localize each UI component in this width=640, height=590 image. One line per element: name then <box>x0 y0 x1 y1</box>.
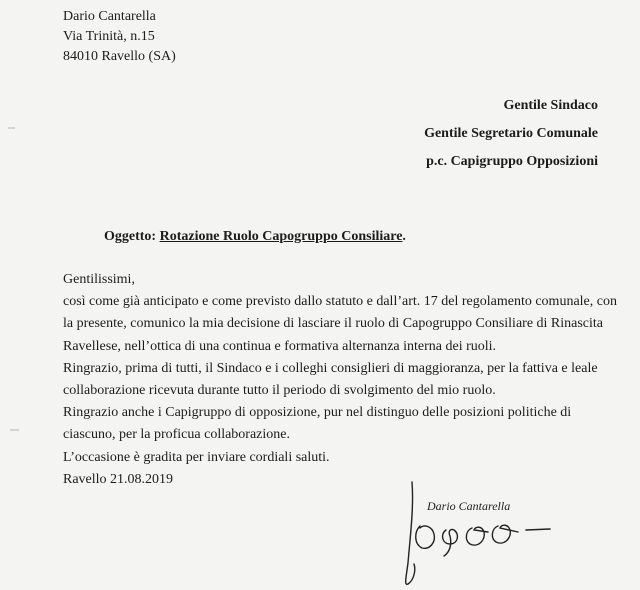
body-line: Ringrazio, prima di tutti, il Sindaco e i colleghi consiglieri di maggioranza, per la fattiva e leale <box>63 360 598 376</box>
recipient-line: Gentile Segretario Comunale <box>424 126 598 141</box>
body-line: così come già anticipato e come previsto dallo statuto e dall’art. 17 del regolamento comunale, con <box>63 294 617 310</box>
recipient-line: Gentile Sindaco <box>503 98 598 113</box>
subject-end: . <box>402 229 406 244</box>
body-line: la presente, comunico la mia decisione di lasciare il ruolo di Capogruppo Consiliare di Rinascita <box>63 316 604 332</box>
letter-body <box>63 269 623 491</box>
body-line: Ravellese, nell’ottica di una continua e formativa alternanza interna dei ruoli. <box>63 338 497 354</box>
handwritten-signature <box>400 478 570 588</box>
date-line: Ravello 21.08.2019 <box>63 471 174 487</box>
sender-address <box>63 7 176 67</box>
recipients-block <box>424 92 598 176</box>
body-line: collaborazione ricevuta durante tutto il periodo di svolgimento del mio ruolo. <box>63 383 496 399</box>
subject-text: Rotazione Ruolo Capogruppo Consiliare <box>159 229 403 244</box>
subject-line <box>104 229 406 245</box>
recipient-line: p.c. Capigruppo Opposizioni <box>426 154 598 169</box>
signature-block <box>400 478 570 588</box>
body-line: Gentilissimi, <box>63 272 135 287</box>
signature-printed-name: Dario Cantarella <box>427 499 511 513</box>
body-line: Ringrazio anche i Capigruppo di opposizione, pur nel distinguo delle posizioni politiche di <box>63 405 572 421</box>
sender-street: Via Trinità, n.15 <box>63 29 155 44</box>
sender-name: Dario Cantarella <box>63 9 156 24</box>
sender-city: 84010 Ravello (SA) <box>63 49 176 64</box>
subject-label: Oggetto: <box>104 229 157 244</box>
body-line: ciascuno, per la proficua collaborazione. <box>63 427 291 443</box>
body-line: L’occasione è gradita per inviare cordiali saluti. <box>63 449 330 465</box>
